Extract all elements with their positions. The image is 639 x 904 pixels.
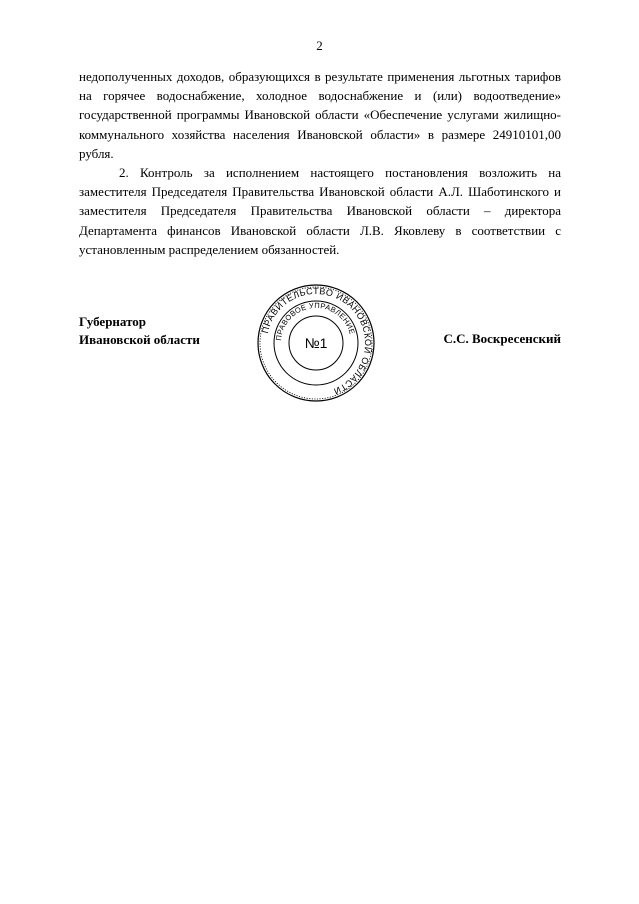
- document-body: [79, 67, 561, 259]
- seal-outer-text: ПРАВИТЕЛЬСТВО ИВАНОВСКОЙ ОБЛАСТИ: [259, 285, 374, 397]
- seal-inner-text: ПРАВОВОЕ УПРАВЛЕНИЕ: [274, 300, 357, 342]
- signature-title-line1: Губернатор: [79, 314, 147, 329]
- paragraph-item-2: 2. Контроль за исполнением настоящего постановления возложить на заместителя Председателя Правительства Ивановской области А.Л. Шаботинского и заместителя Председателя Правительства Ивановской области – директора Департамента финансов Ивановской области Л.В. Яковлеву в соответствии с установленным распределением обязанностей.: [79, 165, 561, 257]
- signatory-name: С.С. Воскресенский: [443, 331, 561, 346]
- signature-title-line2: Ивановской области: [79, 332, 200, 347]
- page-number: 2: [316, 38, 323, 53]
- seal-number: №1: [304, 335, 328, 351]
- signature-title: [79, 313, 200, 349]
- paragraph-continuation: недополученных доходов, образующихся в результате применения льготных тарифов на горячее водоснабжение, холодное водоснабжение и (или) водоотведение» государственной программы Ивановской области «Обеспечение услугами жилищно-коммунального хозяйства населения Ивановской области» в размере 24910101,00 рубля.: [79, 69, 561, 161]
- official-seal: [256, 283, 376, 403]
